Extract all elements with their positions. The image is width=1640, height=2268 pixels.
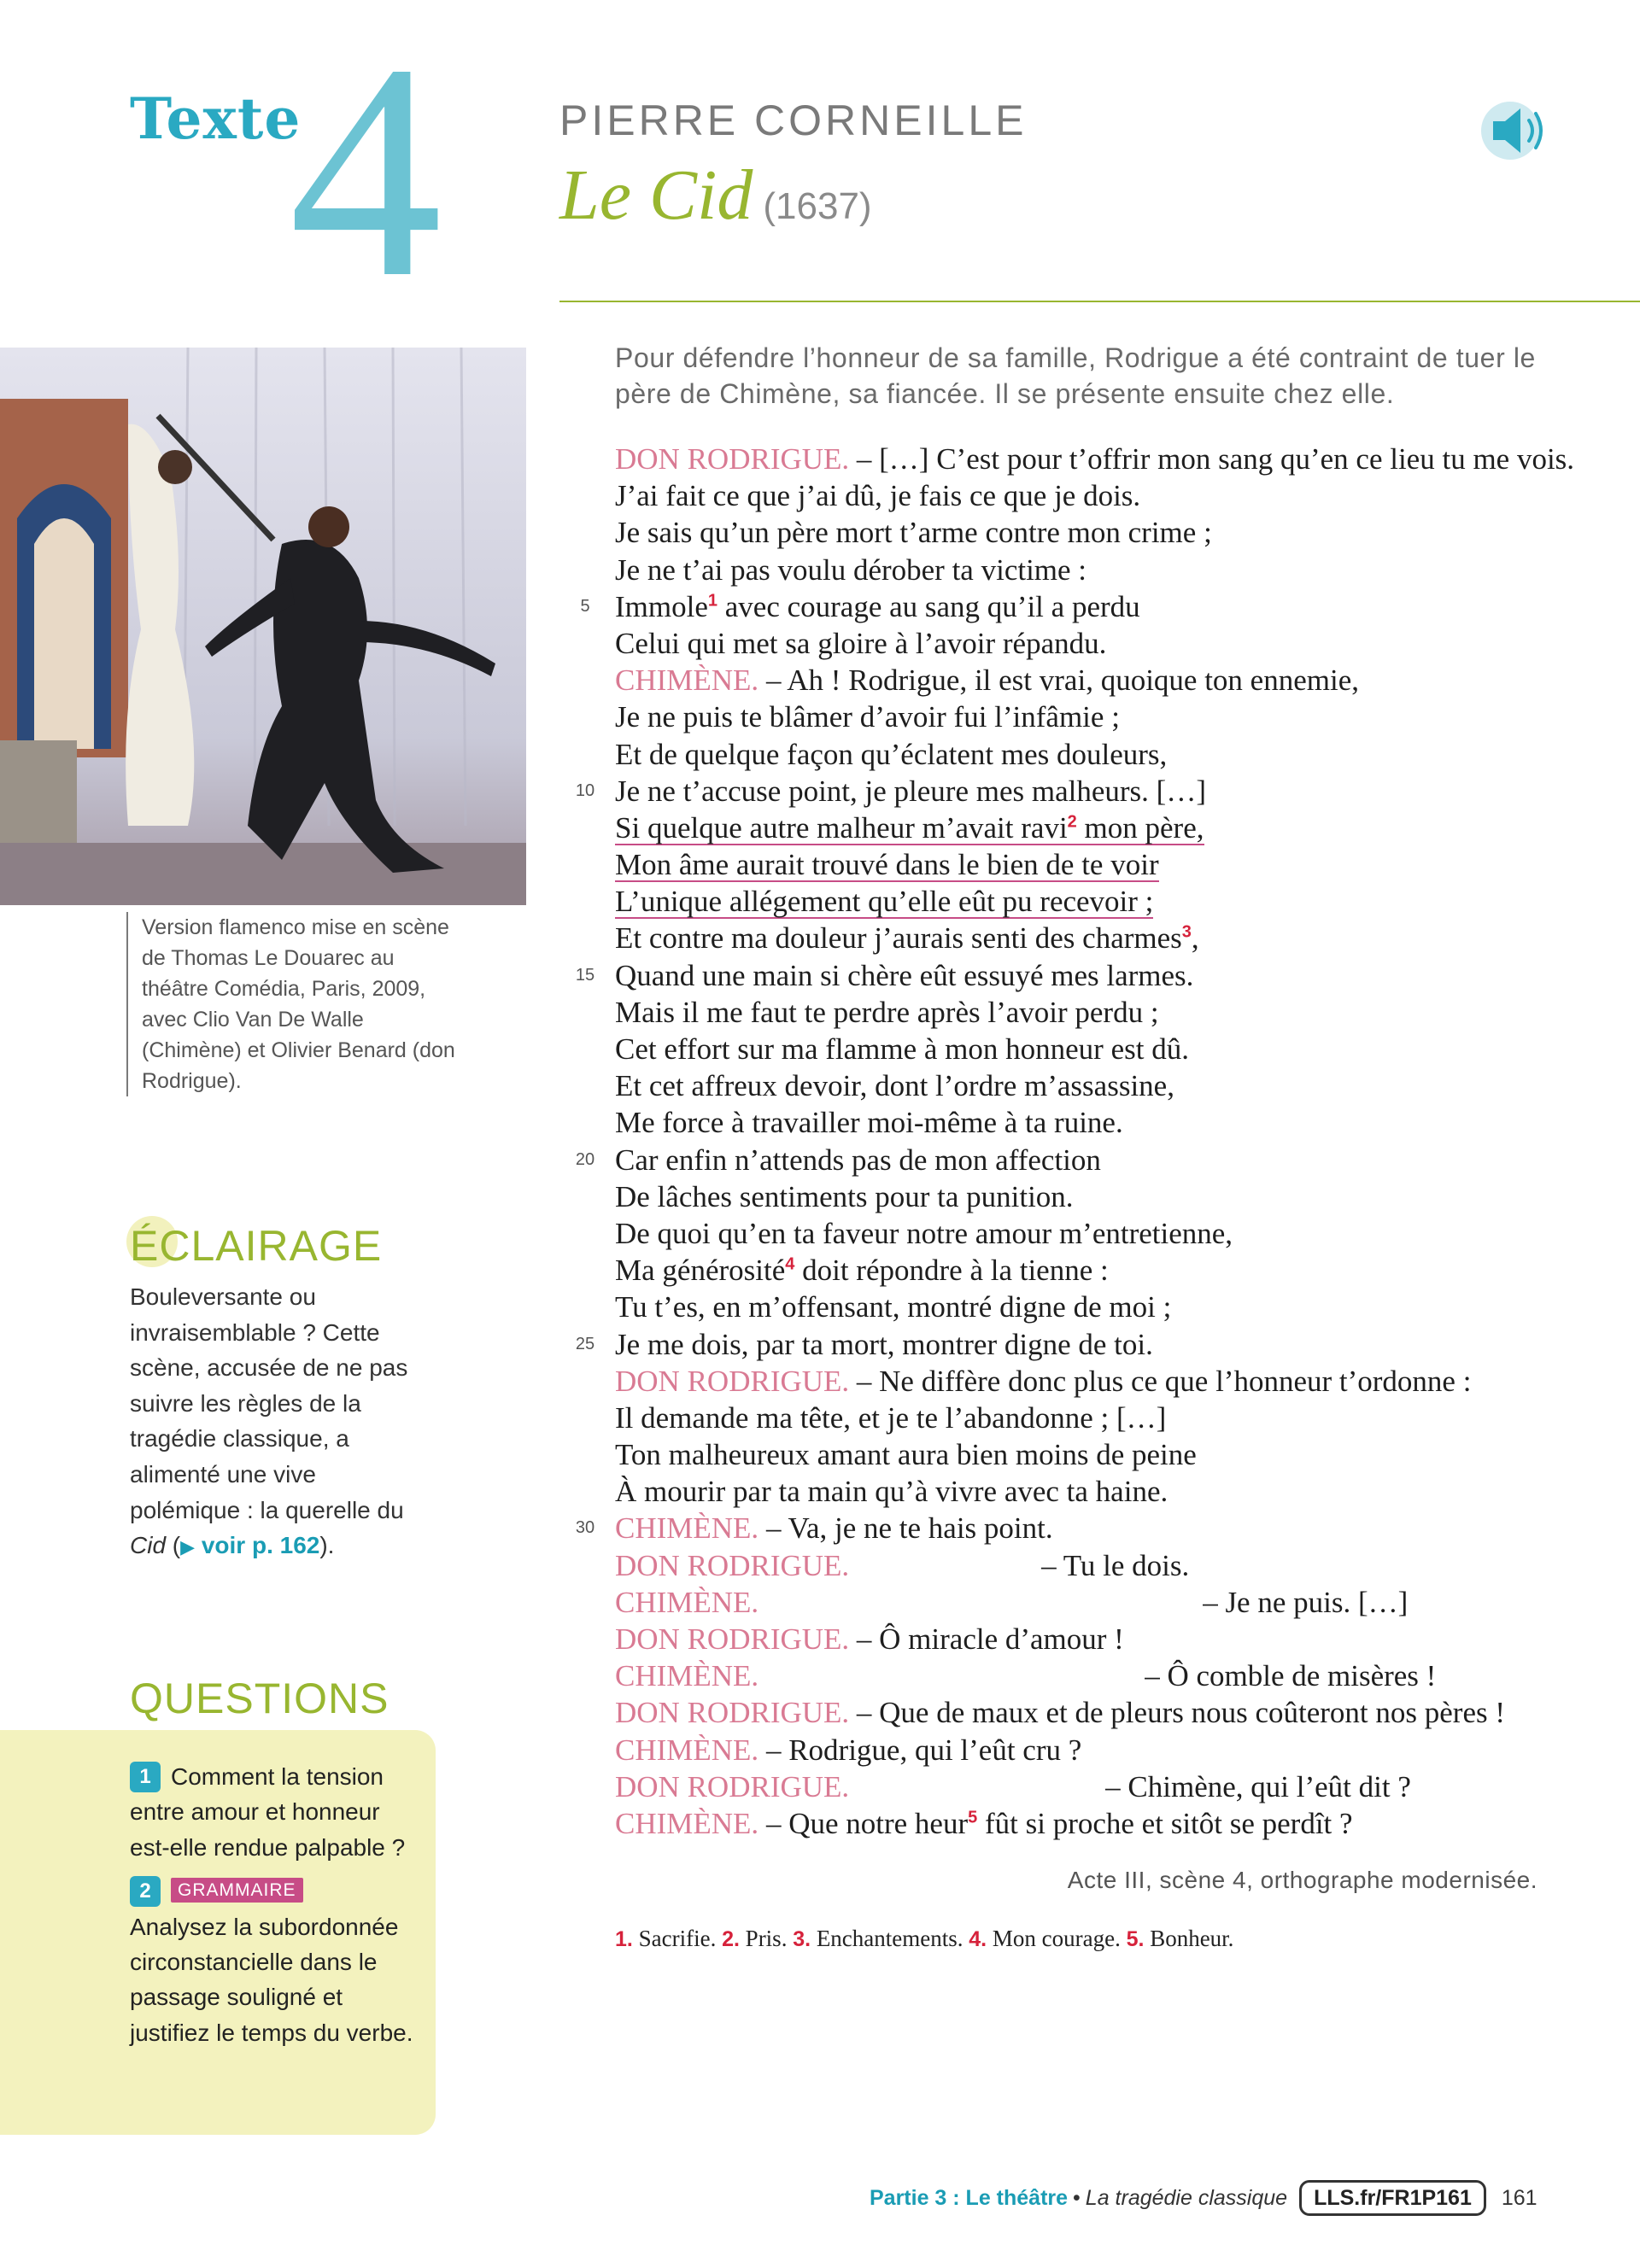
- verse-text: – Ne diffère donc plus ce que l’honneur t’ordonne :: [849, 1364, 1472, 1398]
- verse-line: [615, 662, 1606, 699]
- verse-text: Quand une main si chère eût essuyé mes larmes.: [615, 958, 1194, 992]
- verse-line: [615, 699, 1606, 735]
- verse-line: [615, 1436, 1606, 1473]
- verse-text: – Ah ! Rodrigue, il est vrai, quoique ton ennemie,: [758, 663, 1359, 698]
- verse-line: [615, 477, 1606, 514]
- verse-text: De lâches sentiments pour ta punition.: [615, 1179, 1074, 1213]
- verse-text: Et contre ma douleur j’aurais senti des charmes: [615, 921, 1182, 956]
- footnotes: [615, 1926, 1233, 1952]
- page-number: 161: [1501, 2185, 1538, 2210]
- verse-line: [615, 1805, 1606, 1842]
- speaker-name: CHIMÈNE.: [615, 1733, 759, 1767]
- verse-line: [615, 1252, 1606, 1289]
- verse-line: [575, 1142, 1606, 1178]
- verse-line: [615, 1584, 1606, 1621]
- footnote-number: 4.: [969, 1927, 987, 1951]
- verse-line: [575, 1510, 1606, 1546]
- verse-text: Je ne puis te blâmer d’avoir fui l’infâmie ;: [615, 700, 1120, 734]
- speaker-name: CHIMÈNE.: [615, 1659, 759, 1693]
- verse-text: À mourir par ta main qu’à vivre avec ta haine.: [615, 1475, 1168, 1509]
- verse-line: [615, 994, 1606, 1031]
- play-excerpt: [575, 441, 1606, 1842]
- line-number: 10: [575, 780, 595, 800]
- speaker-icon[interactable]: [1478, 98, 1555, 163]
- verse-text: – Rodrigue, qui l’eût cru ?: [758, 1733, 1082, 1767]
- footnote-number: 3.: [793, 1927, 811, 1951]
- verse-line: [575, 957, 1606, 994]
- speaker-name: CHIMÈNE.: [615, 1511, 759, 1546]
- verse-line: [615, 1363, 1606, 1400]
- verse-line: [615, 810, 1606, 846]
- verse-line: [575, 1326, 1606, 1363]
- verse-line: [615, 1547, 1606, 1584]
- question-1: [130, 1759, 425, 1865]
- underlined-passage: L’unique allégement qu’elle eût pu recevoir ;: [615, 885, 1154, 919]
- page-footer: [870, 2180, 1538, 2216]
- underlined-passage: [615, 810, 1204, 845]
- source-reference: Acte III, scène 4, orthographe modernisée.: [1067, 1867, 1538, 1893]
- verse-text: Ton malheureux amant aura bien moins de peine: [615, 1438, 1197, 1472]
- header-divider: [559, 301, 1640, 302]
- verse-text: – Chimène, qui l’eût dit ?: [1105, 1769, 1411, 1803]
- verse-text: – Tu le dois.: [1041, 1548, 1190, 1582]
- line-number: 30: [575, 1518, 595, 1538]
- verse-text: – Ô comble de misères !: [1145, 1659, 1437, 1693]
- footer-separator: •: [1073, 2185, 1081, 2210]
- footnote-marker: 4: [785, 1254, 795, 1274]
- verse-line: [615, 1473, 1606, 1510]
- verse-text: – Je ne puis. […]: [1203, 1585, 1409, 1619]
- footnote-text: Mon courage.: [987, 1926, 1127, 1951]
- underlined-passage: Mon âme aurait trouvé dans le bien de te voir: [615, 848, 1159, 882]
- verse-line: [615, 1621, 1606, 1657]
- verse-line: [615, 625, 1606, 662]
- eclairage-paren-open: (: [166, 1532, 181, 1559]
- verse-text: Je ne t’accuse point, je pleure mes malheurs. […]: [615, 774, 1206, 808]
- eclairage-text-body: Bouleversante ou invraisemblable ? Cette scène, accusée de ne pas suivre les règles de la tragédie classique, a alimenté une vive polémique : la querelle du: [130, 1283, 408, 1523]
- eclairage-heading: [130, 1221, 382, 1271]
- line-number: 5: [580, 596, 590, 616]
- verse-line: [615, 1732, 1606, 1768]
- verse-line: [615, 441, 1606, 477]
- footer-chapter: La tragédie classique: [1085, 2185, 1288, 2210]
- verse-line: [615, 1215, 1606, 1252]
- verse-line: [615, 846, 1606, 883]
- verse-text: J’ai fait ce que j’ai dû, je fais ce que je dois.: [615, 479, 1141, 513]
- verse-text: Tu t’es, en m’offensant, montré digne de moi ;: [615, 1290, 1172, 1324]
- verse-line: [615, 1768, 1606, 1805]
- question-number-badge: 1: [130, 1762, 161, 1792]
- verse-line: [615, 1104, 1606, 1141]
- verse-text: avec courage au sang qu’il a perdu: [718, 589, 1140, 623]
- texte-label: Texte: [130, 85, 302, 152]
- verse-line: [615, 1694, 1606, 1731]
- verse-text: Ma générosité: [615, 1254, 786, 1288]
- question-2: [130, 1873, 425, 2050]
- question-2-text: Analysez la subordonnée circonstancielle dans le passage souligné et justifiez le temps du verbe.: [130, 1913, 413, 2046]
- verse-line: [615, 1400, 1606, 1436]
- eclairage-work-title: Cid: [130, 1532, 167, 1559]
- footnote-text: Pris.: [739, 1926, 794, 1951]
- stage-photo: [0, 348, 526, 905]
- footer-part-title: Partie 3 : Le théâtre: [870, 2185, 1069, 2210]
- footnote-number: 2.: [722, 1927, 740, 1951]
- verse-text: – Va, je ne te hais point.: [758, 1511, 1053, 1546]
- verse-line: [615, 883, 1606, 920]
- verse-text: – […] C’est pour t’offrir mon sang qu’en ce lieu tu me vois.: [849, 442, 1575, 476]
- verse-text: Je ne t’ai pas voulu dérober ta victime :: [615, 552, 1087, 587]
- verse-text: Il demande ma tête, et je te l’abandonne ; […]: [615, 1400, 1167, 1435]
- verse-line: [615, 920, 1606, 956]
- verse-line: [615, 514, 1606, 551]
- footnote-marker: 3: [1181, 922, 1192, 942]
- verse-text: Je me dois, par ta mort, montrer digne de toi.: [615, 1327, 1153, 1361]
- verse-line: [615, 1178, 1606, 1215]
- verse-line: [575, 773, 1606, 810]
- footnote-number: 5.: [1126, 1927, 1145, 1951]
- verse-text: Immole: [615, 589, 708, 623]
- work-year: (1637): [763, 185, 872, 227]
- line-number: 25: [575, 1334, 595, 1353]
- eclairage-page-link[interactable]: voir p. 162: [201, 1532, 320, 1559]
- line-number: 15: [575, 965, 595, 985]
- work-title-line: [559, 154, 872, 237]
- speaker-name: CHIMÈNE.: [615, 663, 759, 698]
- speaker-name: DON RODRIGUE.: [615, 1548, 850, 1582]
- speaker-name: DON RODRIGUE.: [615, 1769, 850, 1803]
- footnote-marker: 2: [1067, 812, 1077, 832]
- footnote-text: Sacrifie.: [632, 1926, 723, 1951]
- speaker-name: DON RODRIGUE.: [615, 442, 850, 476]
- speaker-name: DON RODRIGUE.: [615, 1622, 850, 1656]
- verse-text: Et de quelque façon qu’éclatent mes douleurs,: [615, 737, 1168, 771]
- lls-link-button[interactable]: LLS.fr/FR1P161: [1299, 2180, 1486, 2216]
- verse-line: [580, 588, 1606, 625]
- questions-title: QUESTIONS: [130, 1675, 390, 1722]
- verse-text: ,: [1191, 921, 1199, 956]
- grammaire-tag: GRAMMAIRE: [171, 1878, 303, 1903]
- speaker-name: CHIMÈNE.: [615, 1585, 759, 1619]
- verse-line: [615, 1289, 1606, 1325]
- verse-text: Celui qui met sa gloire à l’avoir répandu.: [615, 626, 1107, 660]
- verse-text: Me force à travailler moi-même à ta ruine.: [615, 1106, 1123, 1140]
- eclairage-paren-close: ).: [319, 1532, 335, 1559]
- eclairage-text: [130, 1279, 412, 1565]
- triangle-arrow-icon: ▶: [180, 1536, 196, 1558]
- verse-text: – Ô miracle d’amour !: [849, 1622, 1124, 1656]
- author-name: PIERRE CORNEILLE: [559, 96, 1028, 144]
- intro-text: Pour défendre l’honneur de sa famille, Rodrigue a été contraint de tuer le père de Chimène, sa fiancée. Il se présente ensuite chez elle.: [615, 342, 1536, 409]
- verse-text: Si quelque autre malheur m’avait ravi: [615, 810, 1068, 845]
- verse-text: doit répondre à la tienne :: [794, 1254, 1109, 1288]
- verse-line: [615, 1067, 1606, 1104]
- verse-text: Cet effort sur ma flamme à mon honneur est dû.: [615, 1032, 1189, 1066]
- speaker-name: DON RODRIGUE.: [615, 1696, 850, 1730]
- verse-line: [615, 1031, 1606, 1067]
- verse-text: De quoi qu’en ta faveur notre amour m’entretienne,: [615, 1216, 1233, 1250]
- footnote-number: 1.: [615, 1927, 633, 1951]
- verse-text: fût si proche et sitôt se perdît ?: [977, 1806, 1353, 1840]
- question-number-badge: 2: [130, 1876, 161, 1907]
- footnote-marker: 1: [707, 591, 718, 611]
- verse-text: Et cet affreux devoir, dont l’ordre m’assassine,: [615, 1069, 1174, 1103]
- verse-text: Car enfin n’attends pas de mon affection: [615, 1143, 1101, 1177]
- footnote-text: Enchantements.: [811, 1926, 969, 1951]
- question-1-text: Comment la tension entre amour et honneur est-elle rendue palpable ?: [130, 1763, 406, 1861]
- eclairage-title: ÉCLAIRAGE: [130, 1222, 383, 1270]
- footnote-text: Bonheur.: [1144, 1926, 1234, 1951]
- texte-number: 4: [289, 0, 442, 341]
- verse-line: [615, 736, 1606, 773]
- footnote-marker: 5: [968, 1808, 978, 1827]
- verse-text: – Que de maux et de pleurs nous coûteront nos pères !: [849, 1696, 1506, 1730]
- questions-list: [130, 1759, 425, 2059]
- verse-text: Je sais qu’un père mort t’arme contre mon crime ;: [615, 516, 1212, 550]
- verse-line: [615, 1657, 1606, 1694]
- verse-text: Mais il me faut te perdre après l’avoir perdu ;: [615, 995, 1159, 1029]
- verse-text: – Que notre heur: [758, 1806, 969, 1840]
- verse-text: mon père,: [1076, 810, 1204, 845]
- speaker-name: DON RODRIGUE.: [615, 1364, 850, 1398]
- line-number: 20: [575, 1149, 595, 1169]
- speaker-name: CHIMÈNE.: [615, 1806, 759, 1840]
- photo-caption: Version flamenco mise en scène de Thomas Le Douarec au théâtre Comédia, Paris, 2009, avec Clio Van De Walle (Chimène) et Olivier Benard (don Rodrigue).: [126, 912, 466, 1096]
- work-title: Le Cid: [559, 155, 753, 235]
- verse-line: [615, 552, 1606, 588]
